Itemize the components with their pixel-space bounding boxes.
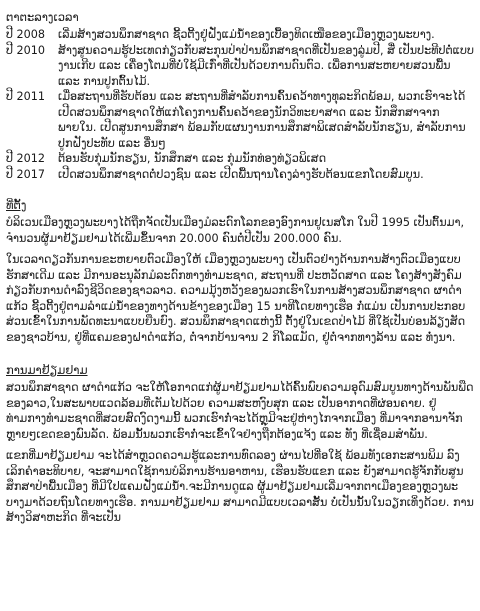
history-heading: ຕາຕະລາງເວລາ — [6, 10, 79, 24]
timeline-text: ເປີດສວນພຶກສາຊາດຕໍ່ປວງຊົນ ແລະ ເປີດພື້ນຖານໂຄງລ່າງຮັບຕ້ອນແຂກໂດຍສົມບູນ. — [58, 167, 424, 181]
timeline-year: ປີ 2010 — [6, 43, 46, 57]
visit-paragraph: ສວນພຶກສາຊາດ ຜາດຳແກ້ວ ຈະໃຫ້ໂອກາດແກ່ຜູ້ມາຢ້ຽມຢາມໄດ້ຄົ້ນພົບຄວາມອຸດົມສົມບູນທາງດ້ານພັນພືດຂອງລາວ,ໃນສະພາບແວດລ້ອມທີ່ເຕັມໄປດ້ວຍ ຄວາມສະຫງົບສຸກ ແລະ ເປັນອາກາດທີ່ຜ່ອນຄາຍ. ຢູ່ທ່າມກາງທຳມະຊາດທີ່ສວຍສົດງົດງາມນີ້ ພວກເຮົາກໍ່ຈະໄດ້ຫຼຸມີຈະຢູ່ຫ່າງໄກຈາກເມືອງ ທີ່ມາຈາກອານາຈັກຫຼາຍໆເຂດຂອງພົນລັດ. ພ້ອມນັ້ນພວກເຮົາກໍ່ຈະເຂົ້າໃຈຢ່າງຖືກຕ້ອງແຈ້ງ ແລະ ທັງ ທີ່ເຊື່ອມສຳພັນ. — [6, 381, 474, 441]
timeline-item — [6, 167, 474, 183]
timeline-text: ສ້າງສູນຄວາມຮູ້ປະເທດກ່ຽວກັບສະກຸນປ່າປ່ານພຶກສາຊາດທີ່ເປັນຂອງລູ່ມປີ, ສື່ ເປັນປະທີປຕໍ່ແບບງານເກີບ ແລະ ເຄື່ອງໂຕມທີ່ບໍ່ໃຊ້ມີເກົ່າທີ່ເປັນດ້ວຍການດົນຕົວ. ເພື່ອການສະຫຍາຍສວນພື້ນ ແລະ ການປູກຕົ້ນໄມ້. — [58, 43, 474, 88]
section-spacer — [6, 347, 474, 357]
location-paragraph: ບໍລິເວນເມືອງຫຼວງພະບາງໄດ້ຖືກຈັດເປັນເມືອງມໍລະດົກໂລກຂອງອົງການຢູເນສໂກ ໃນປີ 1995 ເປັນຕົ້ນມາ, ຈຳນວນຜູ້ມາຢ້ຽມຢາມໄດ້ເພີ່ມຂຶ້ນຈາກ 20.000 ຄົນຕໍ່ປີເປັນ 200.000 ຄົນ. — [6, 216, 465, 245]
location-heading: ທີ່ຕັ້ງ — [6, 198, 27, 212]
timeline-item — [6, 151, 474, 167]
history-timeline — [6, 27, 474, 182]
timeline-text: ເມື່ອສະຖານທີ່ຮັບຕ້ອນ ແລະ ສະຖານທີ່ສຳລັບການຄົ້ນຄວ້າທາງທຸລະກິດພ້ອມ, ພວກເຮົາຈະໄດ້ເປີດສວນພຶກສາຊາດໃຫ້ແກ່ໂຄງການຄົ້ນຄວ້າຂອງນັກວິທະຍາສາດ ແລະ ນັກສຶກສາຈາກພາຍໃນ. ເປີດສູນການສຶກສາ ພ້ອມກັບແຜນງານການສຶກສາພິເສດສຳລັບນັກຮຽນ, ສຳລັບການປູກຝັງປະທັບ ແລະ ອື່ນໆ — [58, 90, 466, 150]
visit-heading: ການມາຢ້ຽມຢາມ — [6, 363, 88, 377]
visit-paragraph: ແຂກທີ່ມາຢ້ຽມຢາມ ຈະໄດ້ສຳຫຼວດຄວາມຮູ້ແລະການທົດລອງ ຜ່ານໄປທີ່ອໃຊ້ ພ້ອມທັງເອກະສານພິມ ລົງເລິກຄຳອະທິບາຍ, ຈະສາມາດໃຊ້ການບໍລິການຮ້ານອາຫານ, ເຮືອນຮັບແຂກ ແລະ ຍັງສາມາດຮູ້ຈັກກັບສູນສຶກສາປ່າພື້ນເມືອງ ທີ່ມີໃປແຄມຝັ່ງແມ່ນ້ຳ.ຈະມີການດູແລ ຜູ້ມາຢ້ຽມຢາມເລີ່ມຈາກຕາເມືອງຂອງຫຼວງພະບາງມາດ້ວຍຖົນໂດຍທາງເຮືອ. ການມາຢ້ຽມຢາມ ສາມາດມີແບບເວລາສັ້ນ ບໍ່ເປັນນັ້ນໃນວຽກເທິ່ງດ້ວຍ. ການສ້າງວິສາຫະກິດ ທີ່ຈະເປັນ — [6, 449, 474, 524]
timeline-text: ຕ້ອນຮັບກຸ່ມນັກຮຽນ, ນັກສຶກສາ ແລະ ກຸ່ມນັກທ່ອງທ່ຽວພິເສດ — [58, 152, 327, 165]
timeline-year: ປີ 2008 — [6, 28, 46, 41]
section-spacer — [6, 182, 474, 192]
timeline-item — [6, 43, 474, 90]
location-paragraph: ໃນເວລາດຽວກັນການຂະຫຍາຍຕົວເມືອງໃຫ້ ເມືອງຫຼວງພະບາງ ເປັນຕົວຢ່າງດ້ານການສ້າງຕົວເມືອງແບບຮັກສາເດີມ ແລະ ມີການອະນຸລັກມໍລະດົກທາງທຳມະຊາດ, ສະຖານທີ່ ປະຫວັດສາດ ແລະ ໂຄງສ້າງສັງຄົມກ່ຽວກັບການດຳລົງຊີວິດຂອງຊາວລາວ. ຄວາມມຸ້ງຫວັງຂອງພວກເຮົາໃນການສ້າງສວນພຶກສາຊາດ ຜາດຳແກ້ວ ຊີ້ວຕີ້ງຢູ່ຕາມລຳແມ່ນ້ຳຂອງທາງດ້ານຂ້າງຂອງເມືອງ 15 ນາທີໂດຍທາງເຮືອ ກໍ່ແມ່ນ ເປັນການປະກອບສ່ວນເຂົ້າໃນການພັດທະນາແບບຍືນຍົງ. ສວນພຶກສາຊາດແຫ່ງນີ້ ຕັ້ງຢູ່ໃນເຂດປ່າໄມ້ ທີ່ໃຊ້ເປັນບ່ອນລ້ຽງສັດຂອງຊາວບ້ານ, ຢູ່ທີ່ແຄມຂອງຝາດຳແກ້ວ, ຕໍ່ຈາກບ້ານຈານ 2 ກິໂລແມັດ, ຢູ່ຕໍ່ຈາກທາງລ້ານ ແລະ ທໍ່ງນາ. — [6, 253, 466, 344]
timeline-item — [6, 27, 474, 43]
timeline-item — [6, 89, 474, 151]
timeline-year: ປີ 2012 — [6, 152, 46, 165]
timeline-year: ປີ 2011 — [6, 90, 46, 103]
timeline-year: ປີ 2017 — [6, 167, 46, 181]
timeline-text: ເລີ່ມສ້າງສວນພຶກສາຊາດ ຊີ້ວຕີ້ງຢູ່ຝັ່ງແມ່ນ້ຳຂອງເບື້ອງທິດເໜືອຂອງເມືອງຫຼວງພະບາງ. — [58, 28, 435, 41]
